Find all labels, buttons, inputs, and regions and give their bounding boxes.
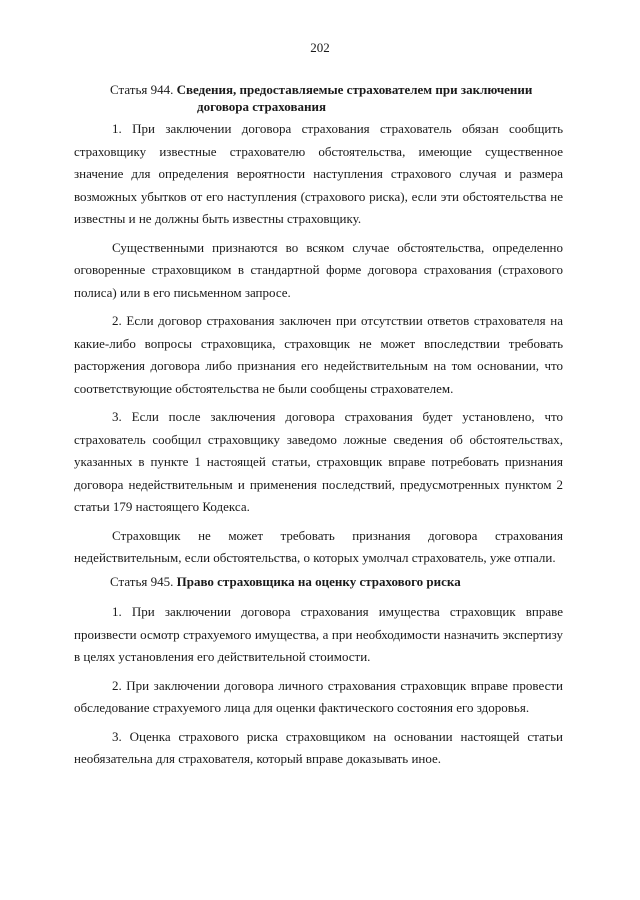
article-944-paragraph-4: 3. Если после заключения договора страхования будет установлено, что страхователь сообщил страховщику заведомо ложные сведения об обстоятельствах, указанных в пункте 1 настоящей статьи, страховщик вправе потребовать признания договора недействительным и применения последствий, предусмотренных пунктом 2 статьи 179 настоящего Кодекса. [74,409,563,514]
article-945-body [74,601,563,771]
article-944-prefix: Статья 944. [110,82,174,97]
article-945-paragraph-2: 2. При заключении договора личного страхования страховщик вправе провести обследование страхуемого лица для оценки фактического состояния его здоровья. [74,677,563,715]
article-945-prefix: Статья 945. [110,574,174,589]
article-944-title-line2: договора страхования [197,99,327,114]
article-944-title-line1: Сведения, предоставляемые страхователем при заключении [176,82,533,97]
article-945-title: Право страховщика на оценку страхового риска [176,574,461,589]
article-944-paragraph-5: Страховщик не может требовать признания договора страхования недействительным, если обстоятельства, о которых умолчал страхователь, уже отпали. [74,527,563,565]
page-number: 202 [310,40,330,55]
article-945-paragraph-3: 3. Оценка страхового риска страховщиком на основании настоящей статьи необязательна для страхователя, который вправе доказывать иное. [74,728,563,766]
article-944-paragraph-1: 1. При заключении договора страхования страхователь обязан сообщить страховщику известные страхователю обстоятельства, имеющие существенное значение для определения вероятности наступления страхового случая и размера возможных убытков от его наступления (страхового риска), если эти обстоятельства не известны и не должны быть известны страховщику. [74,121,563,226]
article-944-heading [110,81,570,115]
article-944-body [74,118,563,570]
article-944-paragraph-2: Существенными признаются во всяком случае обстоятельства, определенно оговоренные страховщиком в стандартной форме договора страхования (страхового полиса) или в его письменном запросе. [74,239,563,300]
article-944-paragraph-3: 2. Если договор страхования заключен при отсутствии ответов страхователя на какие-либо вопросы страховщика, страховщик не может впоследствии требовать расторжения договора либо признания его недействительным на том основании, что соответствующие обстоятельства не были сообщены страхователем. [74,313,563,396]
article-945-paragraph-1: 1. При заключении договора страхования имущества страховщик вправе произвести осмотр страхуемого имущества, а при необходимости назначить экспертизу в целях установления его действительной стоимости. [74,604,563,664]
article-945-heading [110,573,570,590]
